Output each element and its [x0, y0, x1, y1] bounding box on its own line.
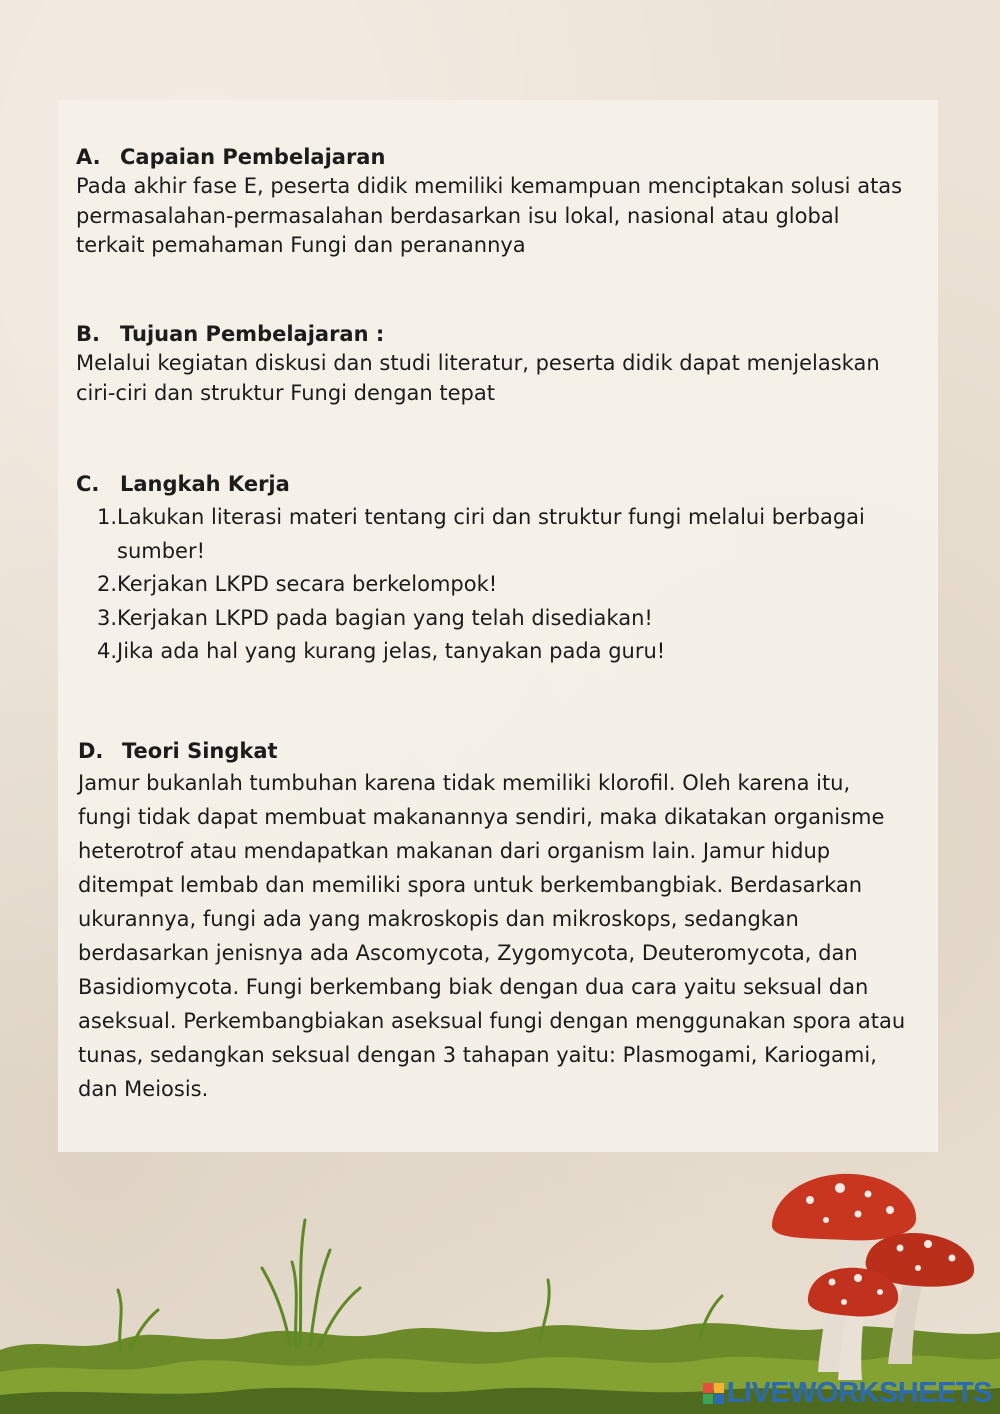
section-body: Melalui kegiatan diskusi dan studi literatur, peserta didik dapat menjelaskan ciri-ciri dan struktur Fungi dengan tepat: [76, 351, 880, 405]
liveworksheets-logo-icon: [703, 1383, 724, 1404]
section-body: Pada akhir fase E, peserta didik memiliki kemampuan menciptakan solusi atas permasalahan-permasalahan berdasarkan isu lokal, nasional atau global terkait pemahaman Fungi dan peranannya: [76, 174, 903, 257]
content-panel: [58, 100, 938, 1152]
section-capaian: [76, 142, 906, 261]
section-teori-singkat: [78, 736, 908, 1106]
section-heading: [78, 736, 908, 766]
section-langkah-kerja: [76, 469, 906, 669]
section-letter: C.: [76, 472, 100, 496]
step-number: 2.: [96, 572, 117, 596]
section-letter: D.: [78, 739, 104, 763]
moss-mushroom-illustration: [0, 1150, 1000, 1414]
section-title: Capaian Pembelajaran: [120, 145, 386, 169]
step-text: Jika ada hal yang kurang jelas, tanyakan pada guru!: [117, 639, 666, 663]
list-item: [76, 568, 906, 602]
section-heading: [76, 469, 906, 499]
list-item: [76, 635, 906, 669]
section-title: Langkah Kerja: [120, 472, 290, 496]
mushroom-cap: [772, 1174, 916, 1241]
step-number: 1.: [96, 505, 117, 529]
list-item: [76, 602, 906, 636]
liveworksheets-watermark: [703, 1377, 992, 1410]
section-body: Jamur bukanlah tumbuhan karena tidak memiliki klorofil. Oleh karena itu, fungi tidak dapat membuat makanannya sendiri, maka dikatakan organisme heterotrof atau mendapatkan makanan dari organism lain. Jamur hidup ditempat lembab dan memiliki spora untuk berkembangbiak. Berdasarkan ukurannya, fungi ada yang makroskopis dan mikroskops, sedangkan berdasarkan jenisnya ada Ascomycota, Zygomycota, Deuteromycota, dan Basidiomycota. Fungi berkembang biak dengan dua cara yaitu seksual dan aseksual. Perkembangbiakan aseksual fungi dengan menggunakan spora atau tunas, sedangkan seksual dengan 3 tahapan yaitu: Plasmogami, Kariogami, dan Meiosis.: [78, 771, 906, 1101]
section-letter: B.: [76, 322, 100, 346]
step-number: 4.: [96, 639, 117, 663]
list-item: [76, 501, 906, 568]
section-title: Tujuan Pembelajaran :: [120, 322, 385, 346]
section-heading: [76, 142, 906, 172]
step-text: Kerjakan LKPD pada bagian yang telah disediakan!: [117, 605, 653, 630]
watermark-text: LIVEWORKSHEETS: [726, 1377, 992, 1409]
step-text: Kerjakan LKPD secara berkelompok!: [117, 572, 498, 596]
section-letter: A.: [76, 145, 101, 169]
section-title: Teori Singkat: [122, 739, 278, 763]
steps-list: [76, 501, 906, 669]
step-text: Lakukan literasi materi tentang ciri dan struktur fungi melalui berbagai sumber!: [117, 505, 865, 563]
step-number: 3.: [96, 605, 117, 630]
section-heading: [76, 319, 906, 349]
section-tujuan: [76, 319, 906, 408]
